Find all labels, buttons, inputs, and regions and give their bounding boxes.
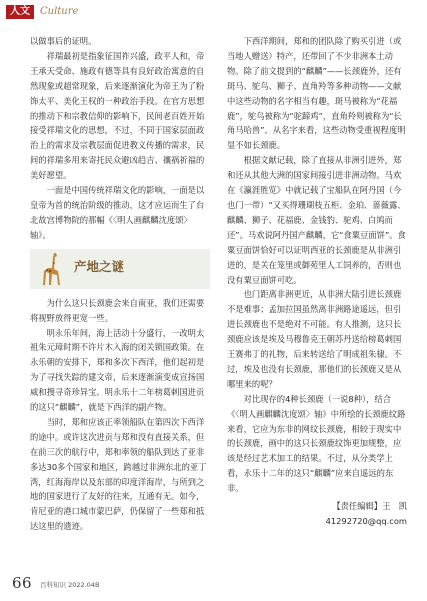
paragraph: 当时，郑和应该正率领船队在第四次下西洋的途中。或许这次进贡与郑和没有直接关系，但在前三次的航行中，郑和率领的船队到达了亚非多达30多个国家和地区，跨越过非洲东北的亚丁湾，红海海岸以及东部的印度洋海岸，与所到之地的国家进行了友好的往来，互通有无。如今，肯尼亚的港口城市蒙巴萨，仍保留了一些郑和抵达这里的遗迹。 [30,416,207,532]
paragraph: 以做事后的证明。 [30,36,97,46]
page-number: 66 [12,574,33,592]
right-column [227,34,407,529]
page-header [0,0,427,22]
paragraph: 明永乐年间，海上活动十分盛行，一改明太祖朱元璋时期不许片木入海的闭关锁国政策。在永乐朝的安排下，郑和多次下西洋，他们起初是为了寻找失踪的建文帝，后来逐渐演变成宣扬国威和搜寻奇珍异宝。明永乐十二年榜葛剌国进贡的这只“麒麟”，就是下西洋的副产物。 [30,327,205,413]
editor-name: 【责任编辑】王 凯 [332,501,407,512]
section-tag-english: Culture [40,6,79,17]
giraffe-icon [36,251,66,287]
paragraph: 下西洋期间，郑和的团队除了购买引进（或当地人赠送）特产，还带回了不少非洲本土动物。除了前文提到的“麒麟”——长颈鹿外，还有斑马、鸵鸟、狮子、直角羚等多种动物——文献中这些动物的名字相当有趣，斑马被称为“花福鹿”，鸵鸟被称为“驼蹄鸡”，直角羚则被称为“长角马哈兽”。从名字来看，这些动物受重视程度明显不如长颈鹿。 [227,36,406,151]
section-title: 产地之谜 [74,258,125,274]
paragraph: 根据文献记载，除了直接从非洲引进外，郑和还从其他大洲的国家间接引进非洲动物。马欢在《瀛涯胜览》中就记载了宝船队在阿丹国（今也门一带）“又买得珊瑚枝五柜、金珀、蔷薇露、麒麟、狮子、花福鹿、金钱豹、驼鸡、白鸠而还”。马欢说阿丹国产麒麟，它“食粟豆面饼”。食粟豆面饼恰好可以证明西亚的长颈鹿是从非洲引进的，是关在笼里或御苑里人工饲养的，否则也没有粟豆面饼可吃。 [227,155,406,285]
paragraph: 也门距离非洲更近，从非洲大陆引进长颈鹿不是难事；孟加拉国虽然离非洲路途遥远，但引进长颈鹿也不是绝对不可能。有人推测，这只长颈鹿应该是埃及马穆鲁克王朝苏丹送给榜葛剌国王赛弗丁的礼物，后来转送给了明成祖朱棣。不过，埃及也没有长颈鹿，那他们的长颈鹿又是从哪里来的呢？ [227,289,402,389]
paragraph: 祥瑞最初是指象征国祚兴盛，政平人和，帝王承天受命、施政有德等具有良好政治寓意的自然现象或超常现象，后来逐渐演化为帝王为了粉饰太平、美化王权的一种政治手段。在官方思想的推动下和宗教信仰的影响下，民间老百姓开始接受祥瑞文化的思想，不过，不同于国家层面政治上的需求及宗教层面促进教义传播的需求，民间的祥瑞多用来寄托民众避凶趋吉、禳祸祈福的美好愿望。 [30,50,205,181]
page-footer [0,572,427,596]
paragraph: 为什么这只长颈鹿会来自南亚，我们还需要将视野放得更宽一些。 [30,297,205,323]
paragraph: 对比现存的4种长颈鹿（一说8种），结合《〈明人画麒麟沈度颂〉轴》中所绘的长颈鹿纹路来看，它应为东非的网纹长颈鹿，相较于现实中的长颈鹿，画中的这只长颈鹿纹饰更加规整，应该是经过艺术加工的结果。不过，从分类学上看，永乐十二年的这只“麒麟”应来自遥远的东非。 [227,393,406,494]
paragraph: 一面是中国传统祥瑞文化的影响，一面是以皇帝为首的统治阶级的推动，这才应运而生了台北故宫博物院的那幅《〈明人画麒麟沈度颂〉轴》。 [30,185,205,240]
section-heading-box [30,249,210,289]
section-tag: 人文 [6,5,34,19]
editor-email: 41292720@qq.com [325,516,407,526]
left-column [30,34,210,534]
editor-credit [227,499,407,529]
footer-publication: 百科知识 2022.04B [40,581,100,589]
